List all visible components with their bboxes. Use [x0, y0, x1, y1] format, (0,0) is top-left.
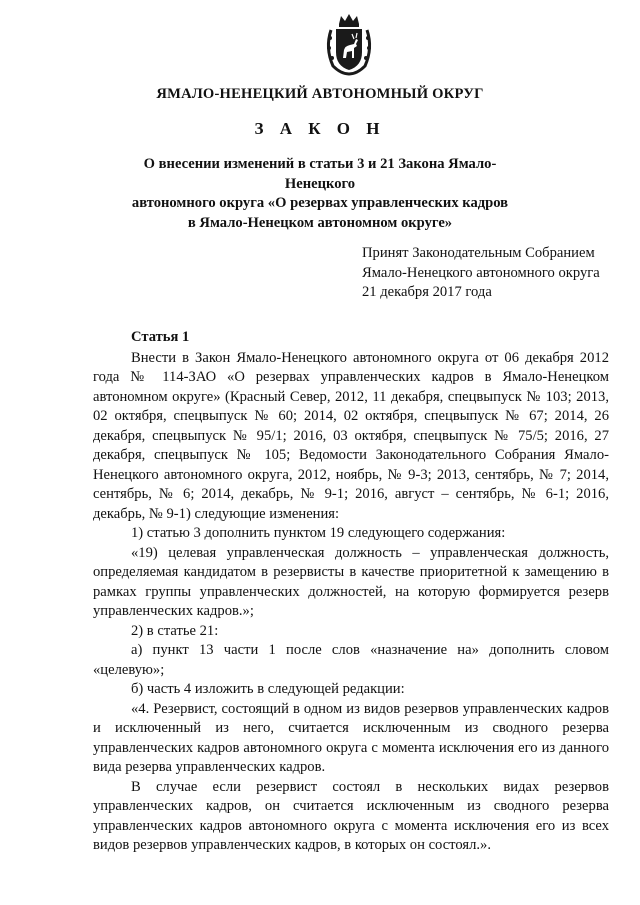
item-1: 1) статью 3 дополнить пунктом 19 следующего содержания: — [131, 525, 506, 541]
adoption-date: 21 декабря 2017 года — [362, 284, 492, 300]
item-2b: б) часть 4 изложить в следующей редакции: — [131, 681, 405, 697]
coat-of-arms-icon — [323, 12, 375, 76]
law-subject-line: в Ямало-Ненецком автономном округе» — [187, 214, 453, 231]
region-title: ЯМАЛО-НЕНЕЦКИЙ АВТОНОМНЫЙ ОКРУГ — [156, 86, 484, 102]
adoption-line: Принят Законодательным Собранием — [362, 245, 595, 261]
adoption-block — [362, 244, 632, 303]
item-2: 2) в статье 21: — [131, 622, 219, 639]
article-heading: Статья 1 — [131, 329, 190, 345]
article-intro: Внести в Закон Ямало-Ненецкого автономного округа от 06 декабря 2012 года № 114-ЗАО «О резервах управленческих кадров в Ямало-Ненецком автономном округе» (Красный Север, 2012, 11 декабря, спецвыпуск № 103; 2013, 02 октября, спецвыпуск № 60; 2014, 02 октября, спецвыпуск № 67; 2014, 26 декабря, спецвыпуск № 95/1; 2016, 03 октября, спецвыпуск № 75/5; 2016, 27 декабря, спецвыпуск № 105; Ведомости Законодательного Собрания Ямало-Ненецкого автономного округа, 2012, ноябрь, № 9-3; 2013, сентябрь, № 7; 2014, сентябрь, № 6; 2014, декабрь, № 9-1; 2016, август – сентябрь, № 6-1; 2016, декабрь, № 9-1) следующие изменения: — [93, 349, 609, 522]
law-subject-line: О внесении изменений в статьи 3 и 21 Закона Ямало-Ненецкого — [143, 156, 497, 192]
item-2b-paragraph-1: «4. Резервист, состоящий в одном из видов резервов управленческих кадров и исключенный из него, считается исключенным из сводного резерва управленческих кадров автономного округа с момента исключения его из данного вида резерва управленческих кадров. — [93, 700, 609, 775]
law-subject — [110, 155, 530, 233]
document-type: З А К О Н — [254, 119, 386, 138]
law-subject-line: автономного округа «О резервах управленческих кадров — [131, 195, 509, 211]
item-2b-paragraph-2: В случае если резервист состоял в нескольких видах резервов управленческих кадров, он считается исключенным из сводного резерва управленческих кадров автономного округа с момента исключения его из всех видов резервов управленческих кадров, в которых он состоял.». — [93, 778, 609, 853]
adoption-line: Ямало-Ненецкого автономного округа — [362, 264, 600, 281]
item-2a: а) пункт 13 части 1 после слов «назначение на» дополнить словом «целевую»; — [93, 642, 609, 678]
item-1-text: «19) целевая управленческая должность – управленческая должность, определяемая кандидатом в резервисты в качестве приоритетной к замещению в рамках группы управленческих должностей, на которую формируется резерв управленческих кадров.»; — [93, 544, 609, 619]
article-body — [93, 328, 609, 856]
